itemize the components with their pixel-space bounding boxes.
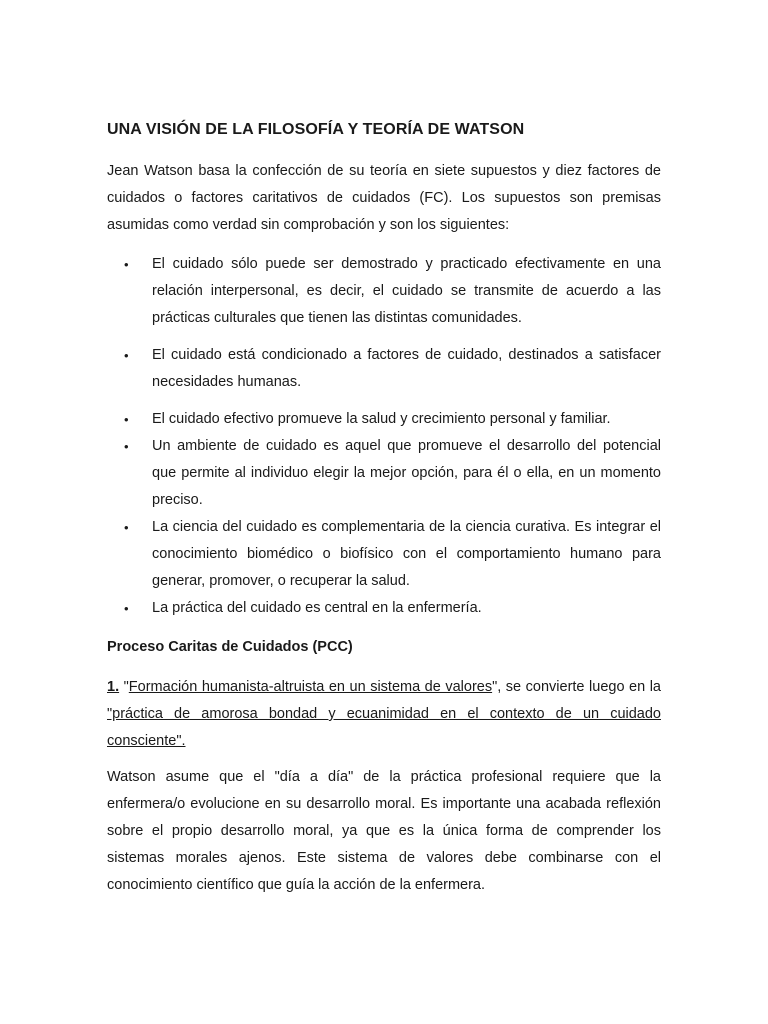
intro-paragraph: Jean Watson basa la confección de su teoría en siete supuestos y diez factores de cuidados o factores caritativos de cuidados (FC). Los supuestos son premisas asumidas como verdad sin comprobación y son los siguientes:: [107, 163, 661, 233]
document-body: [107, 118, 661, 899]
list-item-text: La ciencia del cuidado es complementaria de la ciencia curativa. Es integrar el conocimiento biomédico o biofísico con el comportamiento humano para generar, promover, o recuperar la salud.: [152, 519, 661, 589]
bullet-icon: •: [124, 601, 129, 616]
bullet-icon: •: [124, 412, 129, 427]
list-item: [107, 342, 661, 396]
item-number: 1.: [107, 679, 120, 695]
document-title: UNA VISIÓN DE LA FILOSOFÍA Y TEORÍA DE WATSON: [107, 121, 525, 138]
list-item-text: El cuidado efectivo promueve la salud y crecimiento personal y familiar.: [152, 411, 611, 427]
numbered-item-1: [107, 674, 661, 755]
list-item: [107, 433, 661, 514]
item-phrase-b: "práctica de amorosa bondad y ecuanimidad en el contexto de un cuidado consciente".: [107, 706, 661, 749]
item-middle-text: ", se convierte luego en la: [492, 679, 661, 695]
section-heading: Proceso Caritas de Cuidados (PCC): [107, 639, 353, 655]
list-item-text: El cuidado está condicionado a factores de cuidado, destinados a satisfacer necesidades humanas.: [152, 347, 661, 390]
list-item-text: El cuidado sólo puede ser demostrado y practicado efectivamente en una relación interpersonal, es decir, el cuidado se transmite de acuerdo a las prácticas culturales que tienen las distintas comunidades.: [152, 256, 661, 326]
bullet-icon: •: [124, 257, 129, 272]
body-paragraph: Watson asume que el "día a día" de la práctica profesional requiere que la enfermera/o evolucione en su desarrollo moral. Es importante una acabada reflexión sobre el propio desarrollo moral, ya que es la única forma de comprender los sistemas morales ajenos. Este sistema de valores debe combinarse con el conocimiento científico que guía la acción de la enfermera.: [107, 769, 661, 893]
list-item: [107, 514, 661, 595]
list-item-text: Un ambiente de cuidado es aquel que promueve el desarrollo del potencial que permite al individuo elegir la mejor opción, para él o ella, en un momento preciso.: [152, 438, 661, 508]
list-item: [107, 595, 661, 622]
bullet-icon: •: [124, 520, 129, 535]
list-item: [107, 251, 661, 332]
quote-open: ": [123, 679, 129, 695]
assumptions-list: [107, 251, 661, 622]
list-item: [107, 406, 661, 433]
bullet-icon: •: [124, 348, 129, 363]
bullet-icon: •: [124, 439, 129, 454]
item-phrase-a: Formación humanista-altruista en un sistema de valores: [128, 679, 493, 695]
list-item-text: La práctica del cuidado es central en la enfermería.: [152, 600, 482, 616]
